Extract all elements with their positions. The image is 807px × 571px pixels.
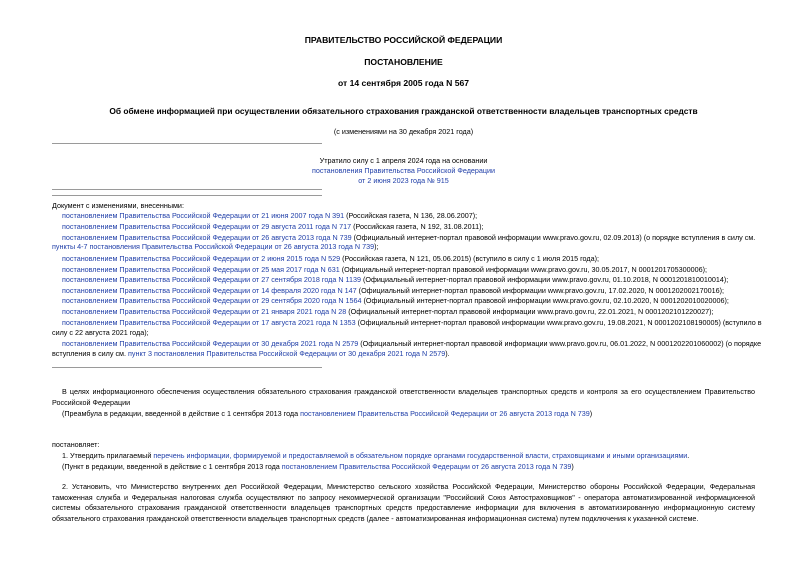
amendment-item-continuation <box>52 349 450 358</box>
amendment-item <box>62 318 762 327</box>
amendment-link[interactable]: пункты 4-7 постановления Правительства Российской Федерации от 26 августа 2013 года N 739 <box>52 242 375 251</box>
amendment-item-continuation: силу с 22 августа 2021 года); <box>52 328 149 337</box>
amendment-item <box>62 211 477 220</box>
preamble-note <box>62 409 592 418</box>
amendment-source: (Официальный интернет-портал правовой информации www.pravo.gov.ru, 17.02.2020, N 0001202002170016); <box>356 286 724 295</box>
preamble-note-link[interactable]: постановлением Правительства Российской Федерации от 26 августа 2013 года N 739 <box>300 409 590 418</box>
decides-word: постановляет: <box>52 440 100 449</box>
amendment-link[interactable]: постановлением Правительства Российской Федерации от 29 августа 2011 года N 717 <box>62 222 352 231</box>
amendment-link[interactable]: постановлением Правительства Российской Федерации от 21 июня 2007 года N 391 <box>62 211 345 220</box>
amendment-source: ). <box>445 349 450 358</box>
note-text: (Преамбула в редакции, введенной в действие с 1 сентября 2013 года <box>62 409 301 418</box>
amendment-source: (Официальный интернет-портал правовой информации www.pravo.gov.ru, 19.08.2021, N 0001202108190005) (вступило в <box>355 318 762 327</box>
paragraph-text: . <box>687 451 690 460</box>
amendment-item <box>62 307 714 316</box>
amendment-item <box>62 339 761 348</box>
paragraph-1-note-link[interactable]: постановлением Правительства Российской Федерации от 26 августа 2013 года N 739 <box>281 462 572 471</box>
amendment-item <box>62 254 599 263</box>
amendment-link[interactable]: постановлением Правительства Российской Федерации от 2 июня 2015 года N 529 <box>62 254 341 263</box>
divider <box>52 367 322 368</box>
amendment-source: (Официальный интернет-портал правовой информации www.pravo.gov.ru, 22.01.2021, N 0001202101220027); <box>346 307 714 316</box>
amendment-link[interactable]: постановлением Правительства Российской Федерации от 30 декабря 2021 года N 2579 <box>62 339 359 348</box>
amendment-link[interactable]: постановлением Правительства Российской Федерации от 27 сентября 2018 года N 1139 <box>62 275 362 284</box>
amendment-item <box>62 222 484 231</box>
note-text: ) <box>589 409 593 418</box>
amendment-source: (Официальный интернет-портал правовой информации www.pravo.gov.ru, 01.10.2018, N 0001201810010014); <box>361 275 729 284</box>
document-date: от 14 сентября 2005 года N 567 <box>337 78 470 88</box>
amendment-link[interactable]: постановлением Правительства Российской Федерации от 17 августа 2021 года N 1353 <box>62 318 356 327</box>
document-title: Об обмене информацией при осуществлении обязательного страхования гражданской ответственности владельцев транспортных средств <box>109 106 698 116</box>
amendment-source: (Российская газета, N 192, 31.08.2011); <box>351 222 484 231</box>
amendment-source: (Российская газета, N 136, 28.06.2007); <box>344 211 478 220</box>
amendment-link[interactable]: постановлением Правительства Российской Федерации от 25 мая 2017 года N 631 <box>62 265 340 274</box>
preamble-text: В целях информационного обеспечения осуществления обязательного страхования гражданской ответственности владельцев транспортных средств и контроля за его осуществлением Правительство Российской Федерации <box>52 387 755 407</box>
amendment-link[interactable]: постановлением Правительства Российской Федерации от 29 сентября 2020 года N 1564 <box>62 296 362 305</box>
paragraph-1-link[interactable]: перечень информации, формируемой и предоставляемой в обязательном порядке органами государственной власти, страховщиками и иными организациями <box>153 451 688 460</box>
amendment-link[interactable]: постановлением Правительства Российской Федерации от 21 января 2021 года N 28 <box>62 307 347 316</box>
amendment-item-continuation <box>52 242 379 251</box>
expired-link-line1[interactable]: постановления Правительства Российской Федерации <box>311 166 496 175</box>
expired-note: Утратило силу с 1 апреля 2024 года на основании <box>319 156 488 165</box>
paragraph-1 <box>62 451 689 460</box>
paragraph-text: 1. Утвердить прилагаемый <box>62 451 154 460</box>
amendment-item <box>62 275 728 284</box>
amendment-item <box>62 233 755 242</box>
note-text: (Пункт в редакции, введенной в действие с 1 сентября 2013 года <box>62 462 282 471</box>
amendment-item <box>62 296 729 305</box>
divider <box>52 195 322 196</box>
amendment-source: ); <box>374 242 379 251</box>
amendment-source: (Российская газета, N 121, 05.06.2015) (вступило в силу с 1 июля 2015 года); <box>340 254 599 263</box>
government-heading: ПРАВИТЕЛЬСТВО РОССИЙСКОЙ ФЕДЕРАЦИИ <box>304 35 503 45</box>
document-type: ПОСТАНОВЛЕНИЕ <box>364 57 443 67</box>
amendment-item <box>62 286 724 295</box>
amendment-source: (Официальный интернет-портал правовой информации www.pravo.gov.ru, 06.01.2022, N 0001202201060002) (о порядке <box>358 339 762 348</box>
paragraph-2: 2. Установить, что Министерство внутренних дел Российской Федерации, Министерство сельского хозяйства Российской Федерации, Министерство обороны Российской Федерации, Федеральная таможенная служба и Федеральная налоговая служба осуществляют по запросу некоммерческой организации "Российский Союз Автостраховщиков" - оператора автоматизированной информационной системы обязательного страхования гражданской ответственности владельцев транспортных средств предоставление информации для включения в автоматизированную информационную систему обязательного страхования гражданской ответственности владельцев транспортных средств (далее - автоматизированная информационная система) путем подключения к указанной системе. <box>52 482 755 523</box>
note-text: ) <box>571 462 574 471</box>
amendment-source: (Официальный интернет-портал правовой информации www.pravo.gov.ru, 02.09.2013) (о порядке вступления в силу см. <box>351 233 756 242</box>
amendment-link[interactable]: пункт 3 постановления Правительства Российской Федерации от 30 декабря 2021 года N 2579 <box>128 349 446 358</box>
amendments-intro: Документ с изменениями, внесенными: <box>52 201 184 210</box>
amendment-source: (Официальный интернет-портал правовой информации www.pravo.gov.ru, 30.05.2017, N 0001201705300006); <box>339 265 707 274</box>
amendment-item <box>62 265 707 274</box>
divider <box>52 143 322 144</box>
divider <box>52 189 322 190</box>
amendment-source: вступления в силу см. <box>52 349 128 358</box>
expired-link-line2[interactable]: от 2 июня 2023 года № 915 <box>358 176 449 185</box>
amendment-link[interactable]: постановлением Правительства Российской Федерации от 14 февраля 2020 года N 147 <box>62 286 357 295</box>
amendment-link[interactable]: постановлением Правительства Российской Федерации от 26 августа 2013 года N 739 <box>62 233 352 242</box>
revision-note: (с изменениями на 30 декабря 2021 года) <box>333 127 474 136</box>
amendment-source: (Официальный интернет-портал правовой информации www.pravo.gov.ru, 02.10.2020, N 0001202010020006); <box>361 296 729 305</box>
paragraph-1-note <box>62 462 574 471</box>
